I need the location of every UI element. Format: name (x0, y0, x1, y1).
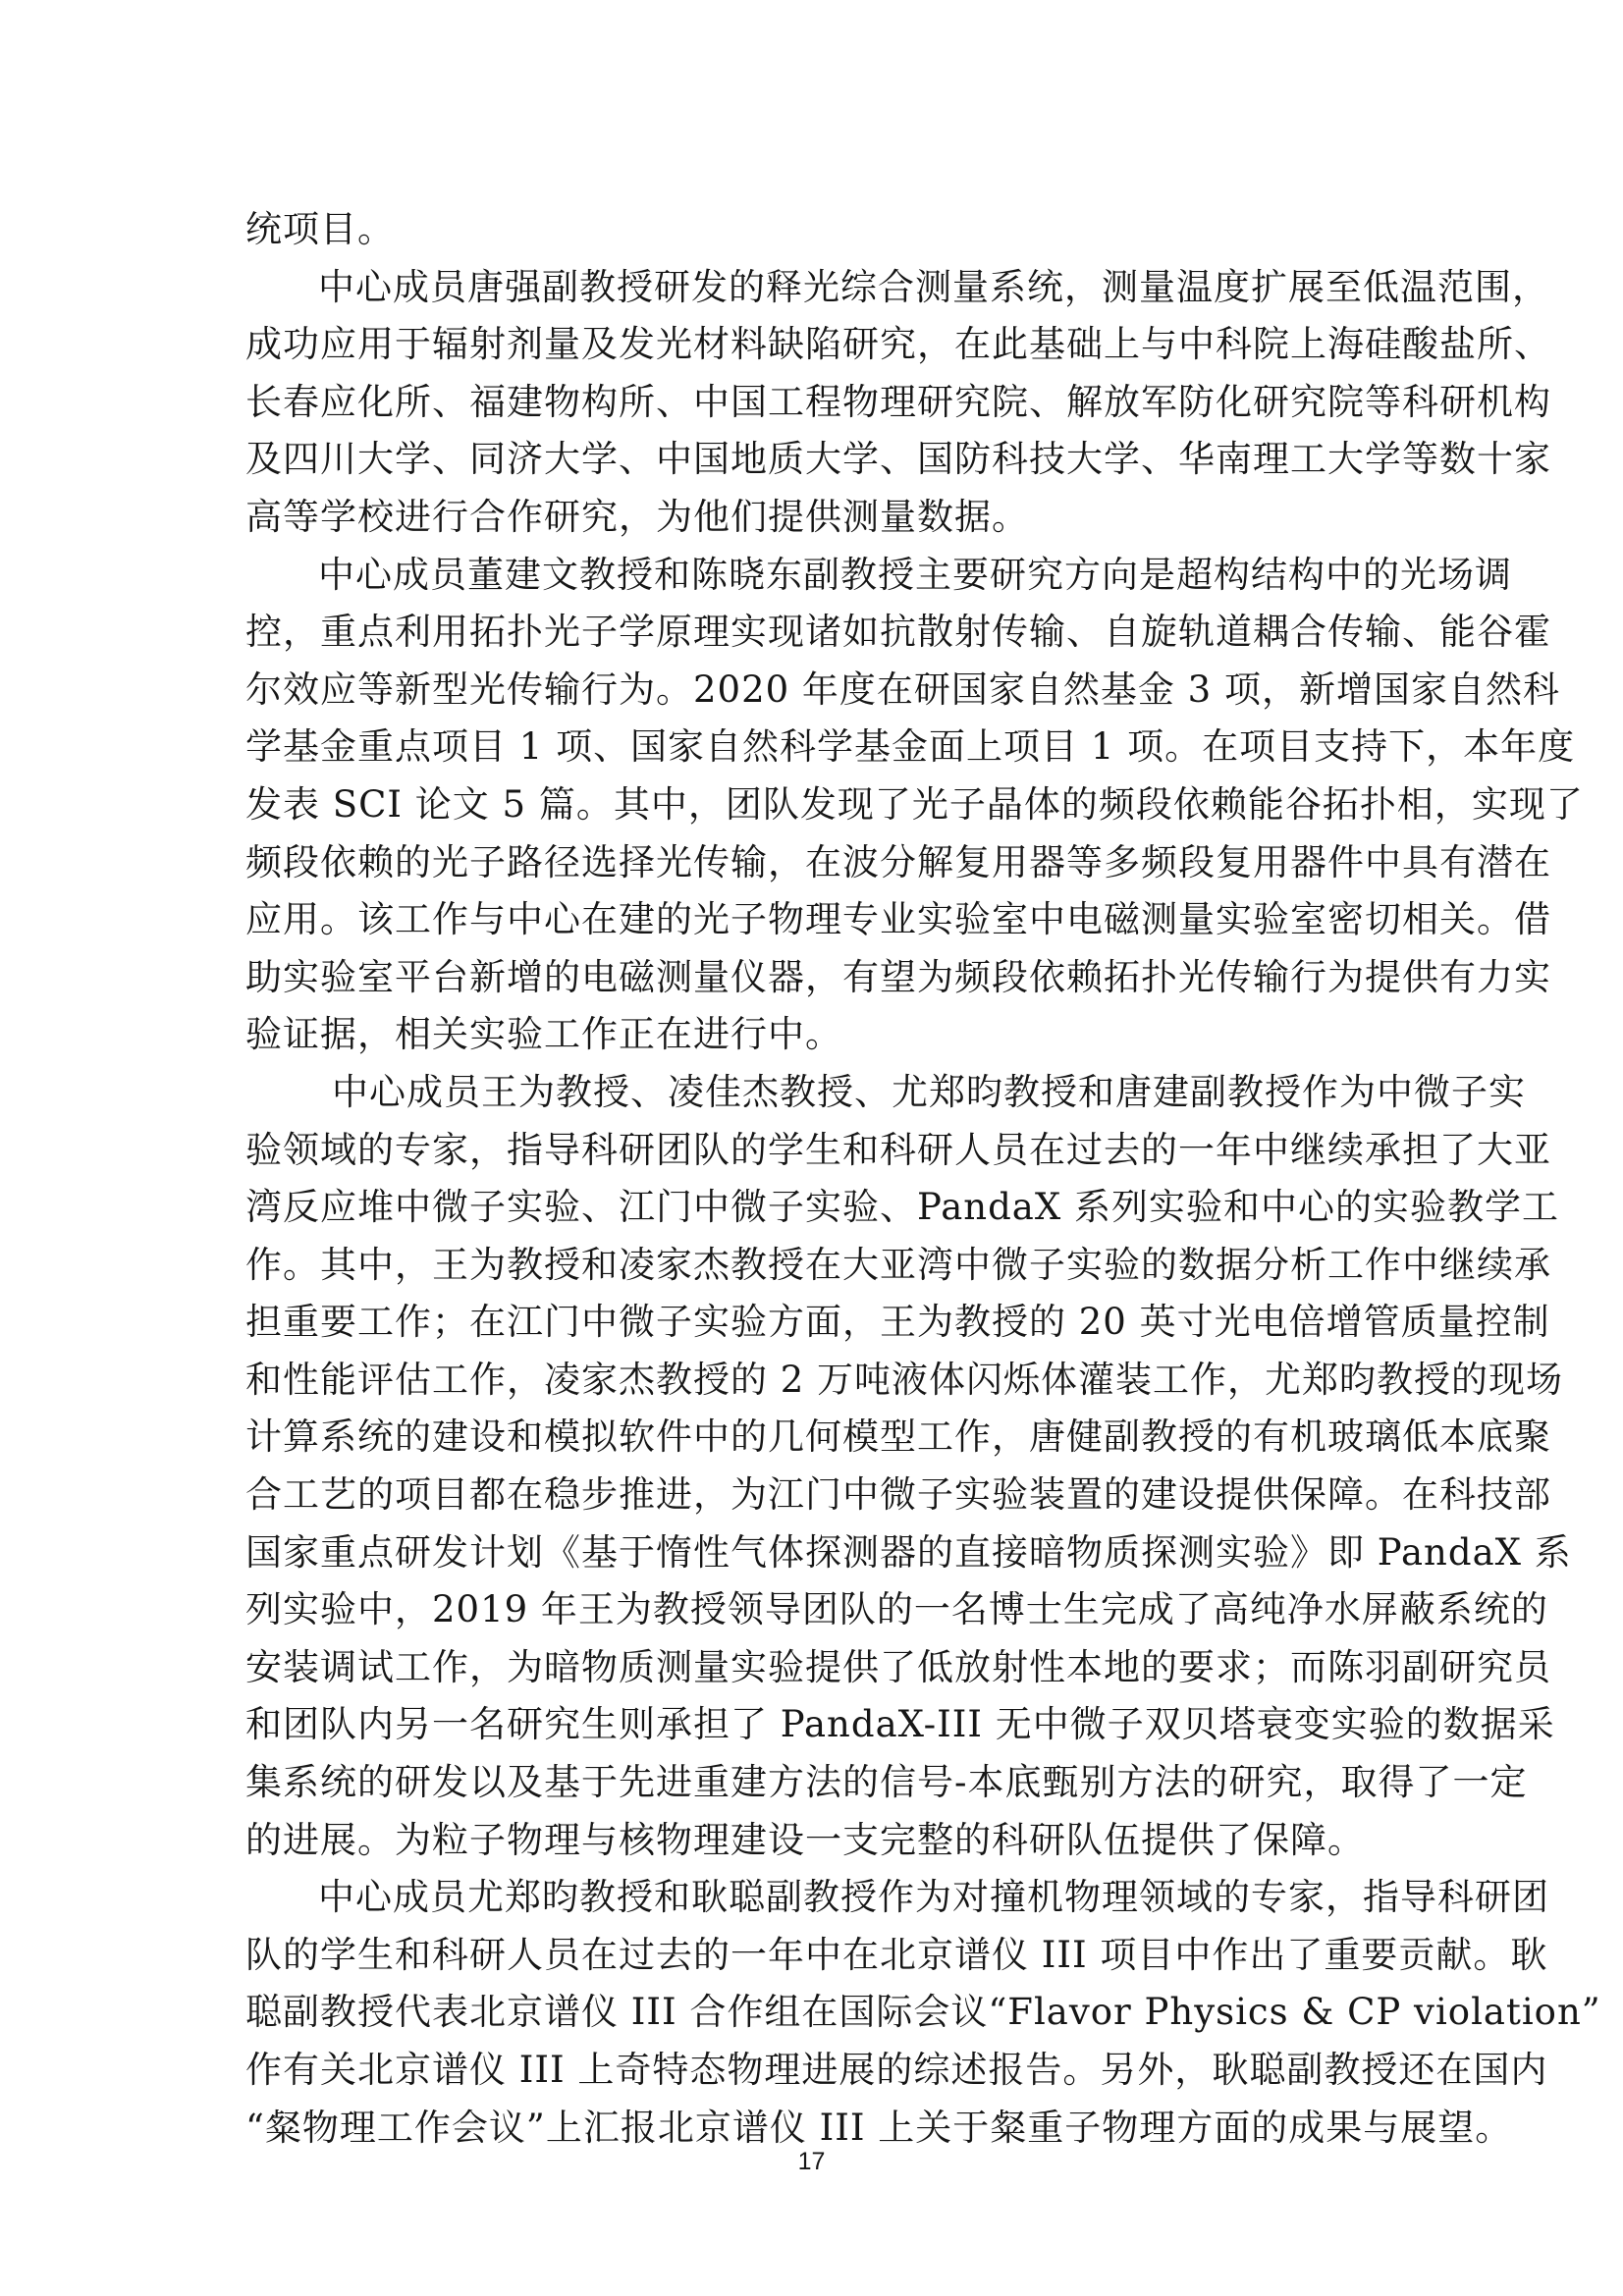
text-line: 学基金重点项目 1 项、国家自然科学基金面上项目 1 项。在项目支持下，本年度 (245, 725, 1576, 769)
text-line: 成功应用于辐射剂量及发光材料缺陷研究，在此基础上与中科院上海硅酸盐所、 (245, 323, 1551, 366)
page-number: 17 (797, 2148, 826, 2175)
text-line: 尔效应等新型光传输行为。2020 年度在研国家自然基金 3 项，新增国家自然科 (245, 667, 1560, 711)
text-line: 中心成员唐强副教授研发的释光综合测量系统，测量温度扩展至低温范围， (318, 265, 1549, 308)
text-line: 验领域的专家，指导科研团队的学生和科研人员在过去的一年中继续承担了大亚 (245, 1128, 1551, 1171)
text-line: 高等学校进行合作研究，为他们提供测量数据。 (245, 495, 1029, 538)
text-line: 湾反应堆中微子实验、江门中微子实验、PandaX 系列实验和中心的实验教学工 (245, 1186, 1559, 1229)
text-line: 频段依赖的光子路径选择光传输，在波分解复用器等多频段复用器件中具有潜在 (245, 840, 1551, 883)
text-line: 的进展。为粒子物理与核物理建设一支完整的科研队伍提供了保障。 (245, 1818, 1365, 1861)
text-line: 安装调试工作，为暗物质测量实验提供了低放射性本地的要求；而陈羽副研究员 (245, 1645, 1551, 1688)
body-text (245, 201, 1601, 2157)
text-line: 担重要工作；在江门中微子实验方面，王为教授的 20 英寸光电倍增管质量控制 (245, 1301, 1550, 1344)
text-line: 集系统的研发以及基于先进重建方法的信号-本底甄别方法的研究，取得了一定 (245, 1761, 1528, 1804)
text-line: 计算系统的建设和模拟软件中的几何模型工作，唐健副教授的有机玻璃低本底聚 (245, 1415, 1551, 1459)
text-line: 控，重点利用拓扑光子学原理实现诸如抗散射传输、自旋轨道耦合传输、能谷霍 (245, 611, 1551, 654)
text-line: 聪副教授代表北京谱仪 III 合作组在国际会议“Flavor Physics & CP violation” (245, 1991, 1601, 2034)
text-line: 中心成员董建文教授和陈晓东副教授主要研究方向是超构结构中的光场调 (318, 553, 1512, 596)
text-line: 验证据，相关实验工作正在进行中。 (245, 1013, 842, 1056)
text-line: 作有关北京谱仪 III 上奇特态物理进展的综述报告。另外，耿聪副教授还在国内 (245, 2049, 1548, 2091)
text-line: “粲物理工作会议”上汇报北京谱仪 III 上关于粲重子物理方面的成果与展望。 (245, 2106, 1513, 2149)
text-line: 助实验室平台新增的电磁测量仪器，有望为频段依赖拓扑光传输行为提供有力实 (245, 955, 1551, 998)
text-line: 列实验中，2019 年王为教授领导团队的一名博士生完成了高纯净水屏蔽系统的 (245, 1588, 1548, 1631)
text-line: 合工艺的项目都在稳步推进，为江门中微子实验装置的建设提供保障。在科技部 (245, 1473, 1551, 1517)
text-line: 队的学生和科研人员在过去的一年中在北京谱仪 III 项目中作出了重要贡献。耿 (245, 1933, 1548, 1976)
text-line: 应用。该工作与中心在建的光子物理专业实验室中电磁测量实验室密切相关。借 (245, 898, 1551, 941)
text-line: 发表 SCI 论文 5 篇。其中，团队发现了光子晶体的频段依赖能谷拓扑相，实现了 (245, 782, 1584, 826)
text-line: 长春应化所、福建物构所、中国工程物理研究院、解放军防化研究院等科研机构 (245, 380, 1551, 423)
text-line: 统项目。 (245, 208, 395, 250)
text-line: 及四川大学、同济大学、中国地质大学、国防科技大学、华南理工大学等数十家 (245, 438, 1551, 481)
text-line: 中心成员尤郑昀教授和耿聪副教授作为对撞机物理领域的专家，指导科研团 (318, 1876, 1549, 1919)
text-line: 国家重点研发计划《基于惰性气体探测器的直接暗物质探测实验》即 PandaX 系 (245, 1530, 1572, 1574)
text-line: 作。其中，王为教授和凌家杰教授在大亚湾中微子实验的数据分析工作中继续承 (245, 1243, 1551, 1286)
text-line: 和性能评估工作，凌家杰教授的 2 万吨液体闪烁体灌装工作，尤郑昀教授的现场 (245, 1358, 1564, 1401)
text-line: 和团队内另一名研究生则承担了 PandaX-III 无中微子双贝塔衰变实验的数据采 (245, 1703, 1555, 1746)
text-line: 中心成员王为教授、凌佳杰教授、尤郑昀教授和唐建副教授作为中微子实 (332, 1070, 1526, 1113)
